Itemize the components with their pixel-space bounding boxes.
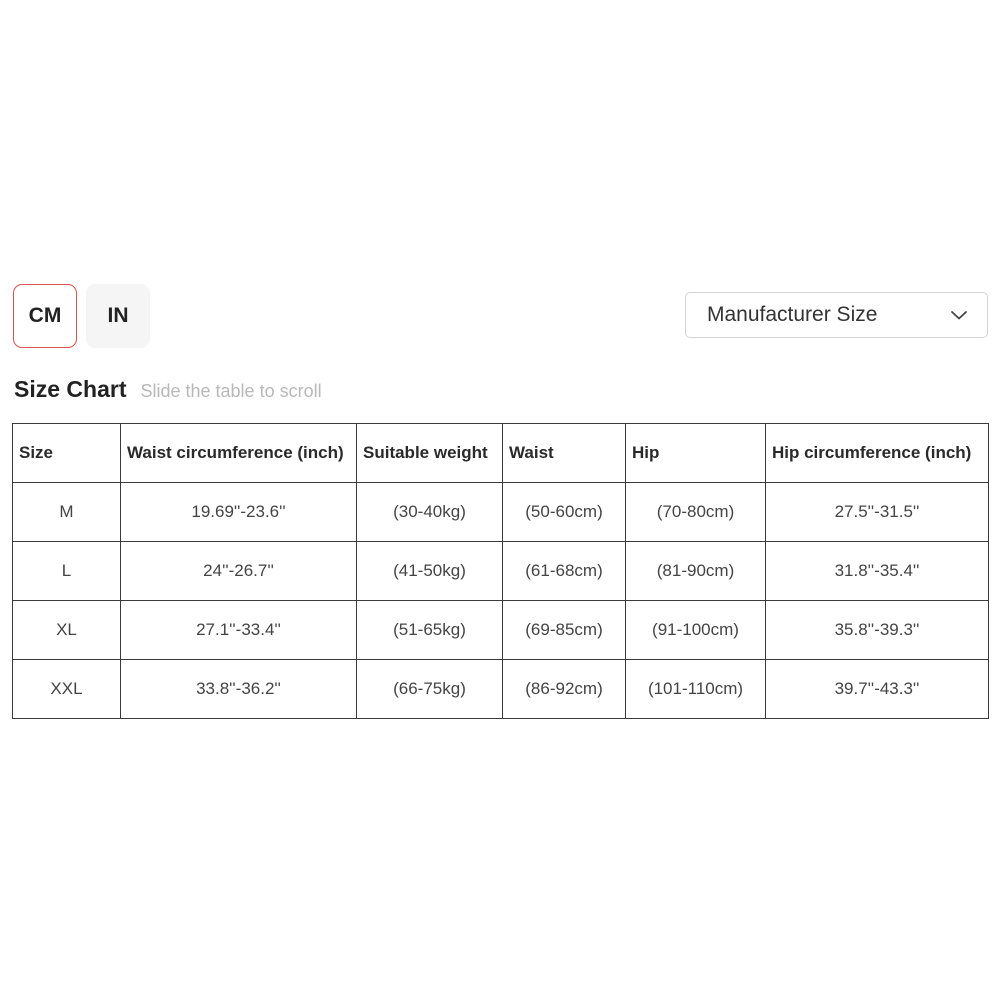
table-cell: (101-110cm): [626, 660, 766, 719]
table-cell: M: [13, 483, 121, 542]
column-header: Hip: [626, 424, 766, 483]
table-cell: (70-80cm): [626, 483, 766, 542]
table-cell: 39.7''-43.3'': [766, 660, 989, 719]
table-cell: XXL: [13, 660, 121, 719]
table-cell: 24''-26.7'': [121, 542, 357, 601]
table-row: [13, 483, 989, 542]
table-cell: (41-50kg): [357, 542, 503, 601]
size-table: [12, 423, 989, 719]
size-chart-heading: [14, 376, 322, 403]
page-title: Size Chart: [14, 376, 127, 402]
unit-in-button[interactable]: IN: [86, 284, 150, 348]
chevron-down-icon: [949, 305, 969, 325]
column-header: Size: [13, 424, 121, 483]
dropdown-value: Manufacturer Size: [707, 303, 878, 326]
table-cell: (69-85cm): [503, 601, 626, 660]
table-cell: (86-92cm): [503, 660, 626, 719]
table-cell: (81-90cm): [626, 542, 766, 601]
table-cell: 27.5''-31.5'': [766, 483, 989, 542]
column-header: Waist circumference (inch): [121, 424, 357, 483]
size-table-scroll-area[interactable]: [12, 423, 988, 719]
column-header: Hip circumference (inch): [766, 424, 989, 483]
table-cell: (91-100cm): [626, 601, 766, 660]
table-cell: 31.8''-35.4'': [766, 542, 989, 601]
table-cell: 35.8''-39.3'': [766, 601, 989, 660]
table-cell: L: [13, 542, 121, 601]
scroll-hint: Slide the table to scroll: [140, 381, 322, 401]
column-header: Waist: [503, 424, 626, 483]
table-cell: 27.1''-33.4'': [121, 601, 357, 660]
table-cell: 33.8''-36.2'': [121, 660, 357, 719]
table-cell: 19.69''-23.6'': [121, 483, 357, 542]
table-header-row: [13, 424, 989, 483]
column-header: Suitable weight: [357, 424, 503, 483]
table-cell: (51-65kg): [357, 601, 503, 660]
unit-toggle: [13, 284, 150, 348]
table-row: [13, 660, 989, 719]
unit-cm-button[interactable]: CM: [13, 284, 77, 348]
table-cell: (61-68cm): [503, 542, 626, 601]
size-standard-dropdown[interactable]: [685, 292, 988, 338]
table-cell: (50-60cm): [503, 483, 626, 542]
table-row: [13, 542, 989, 601]
table-row: [13, 601, 989, 660]
table-cell: (66-75kg): [357, 660, 503, 719]
table-cell: (30-40kg): [357, 483, 503, 542]
table-cell: XL: [13, 601, 121, 660]
